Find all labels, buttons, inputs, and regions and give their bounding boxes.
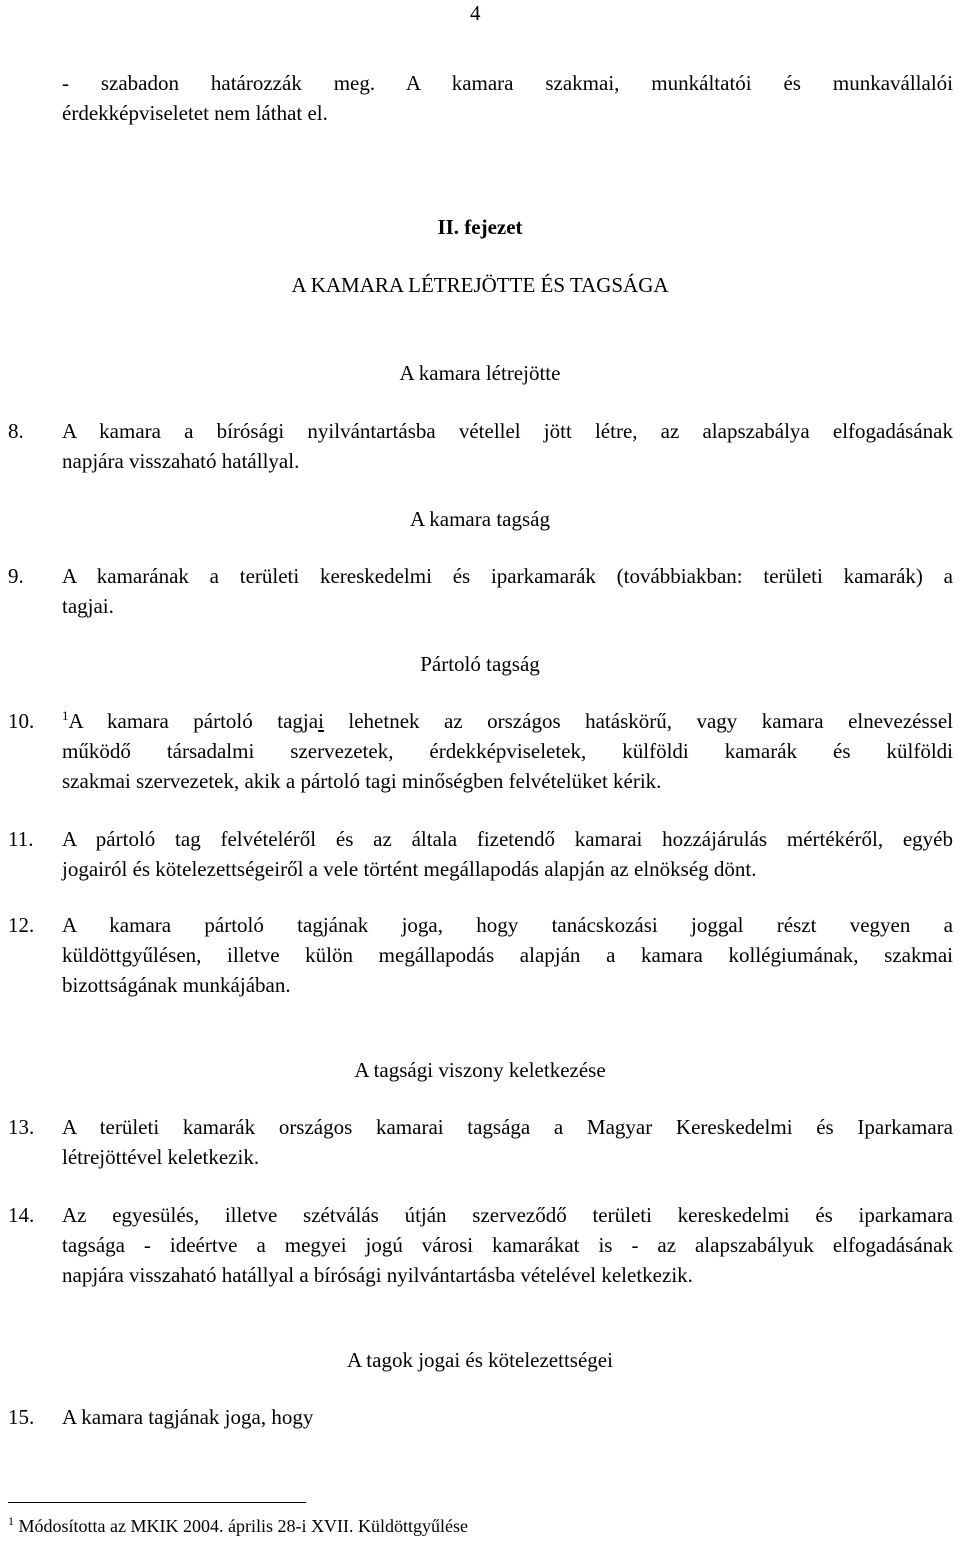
footnote-text: Módosította az MKIK 2004. április 28-i XVII. Küldöttgyűlése [18, 1516, 468, 1536]
footnote-number: 1 [8, 1514, 14, 1528]
paragraph-9-line-1: A kamarának a területi kereskedelmi és iparkamarák (továbbiakban: területi kamarák) a [62, 564, 953, 588]
paragraph-10-line-2: működő társadalmi szervezetek, érdekképviseletek, külföldi kamarák és külföldi [62, 739, 953, 763]
chapter-title: A KAMARA LÉTREJÖTTE ÉS TAGSÁGA [291, 273, 669, 297]
paragraph-11-line-1: A pártoló tag felvételéről és az általa fizetendő kamarai hozzájárulás mértékéről, egyéb [62, 827, 953, 851]
paragraph-13-line-2: létrejöttével keletkezik. [62, 1145, 260, 1169]
paragraph-9-line-2: tagjai. [62, 594, 114, 618]
paragraph-12-line-3: bizottságának munkájában. [62, 973, 291, 997]
paragraph-14-line-2: tagsága - ideértve a megyei jogú városi kamarákat is - az alapszabályuk elfogadásának [62, 1233, 953, 1257]
paragraph-13-number: 13. [8, 1115, 35, 1139]
paragraph-9-number: 9. [8, 564, 24, 588]
paragraph-14-line-3: napjára visszaható hatállyal a bírósági nyilvántartásba vételével keletkezik. [62, 1263, 693, 1287]
paragraph-10-text-b: lehetnek az országos hatáskörű, vagy kamara elnevezéssel [323, 709, 953, 733]
paragraph-11-number: 11. [8, 827, 34, 851]
page-number: 4 [470, 1, 481, 25]
paragraph-11-line-2: jogairól és kötelezettségeiről a vele történt megállapodás alapján az elnökség dönt. [62, 857, 757, 881]
paragraph-8-number: 8. [8, 419, 24, 443]
paragraph-10-underlined-char: i [318, 709, 324, 733]
footnote [8, 1514, 468, 1538]
section-heading-keletkezes: A tagsági viszony keletkezése [354, 1058, 606, 1082]
footnote-mark: 1 [62, 708, 69, 723]
intro-line-1: - szabadon határozzák meg. A kamara szakmai, munkáltatói és munkavállalói [62, 71, 953, 95]
paragraph-12-number: 12. [8, 913, 35, 937]
section-heading-partolo: Pártoló tagság [420, 652, 540, 676]
paragraph-8-line-2: napjára visszaható hatállyal. [62, 449, 300, 473]
paragraph-15-line-1: A kamara tagjának joga, hogy [62, 1405, 314, 1429]
section-heading-jogok: A tagok jogai és kötelezettségei [347, 1348, 613, 1372]
paragraph-14-number: 14. [8, 1203, 35, 1227]
paragraph-13-line-1: A területi kamarák országos kamarai tagsága a Magyar Kereskedelmi és Iparkamara [62, 1115, 953, 1139]
chapter-number: II. fejezet [437, 215, 523, 239]
paragraph-12-line-1: A kamara pártoló tagjának joga, hogy tanácskozási joggal részt vegyen a [62, 913, 953, 937]
paragraph-15-number: 15. [8, 1405, 35, 1429]
intro-line-2: érdekképviseletet nem láthat el. [62, 101, 328, 125]
paragraph-8-line-1: A kamara a bírósági nyilvántartásba vétellel jött létre, az alapszabálya elfogadásának [62, 419, 953, 443]
paragraph-12-line-2: küldöttgyűlésen, illetve külön megállapodás alapján a kamara kollégiumának, szakmai [62, 943, 953, 967]
section-heading-letrejotte: A kamara létrejötte [399, 361, 561, 385]
paragraph-14-line-1: Az egyesülés, illetve szétválás útján szerveződő területi kereskedelmi és iparkamara [62, 1203, 953, 1227]
footnote-divider [8, 1502, 306, 1503]
paragraph-10-number: 10. [8, 709, 35, 733]
paragraph-10-text-a: A kamara pártoló tagja [68, 709, 319, 733]
paragraph-10-line-3: szakmai szervezetek, akik a pártoló tagi minőségben felvételüket kérik. [62, 769, 662, 793]
paragraph-10-line-1 [62, 706, 953, 736]
section-heading-tagsag: A kamara tagság [410, 507, 550, 531]
